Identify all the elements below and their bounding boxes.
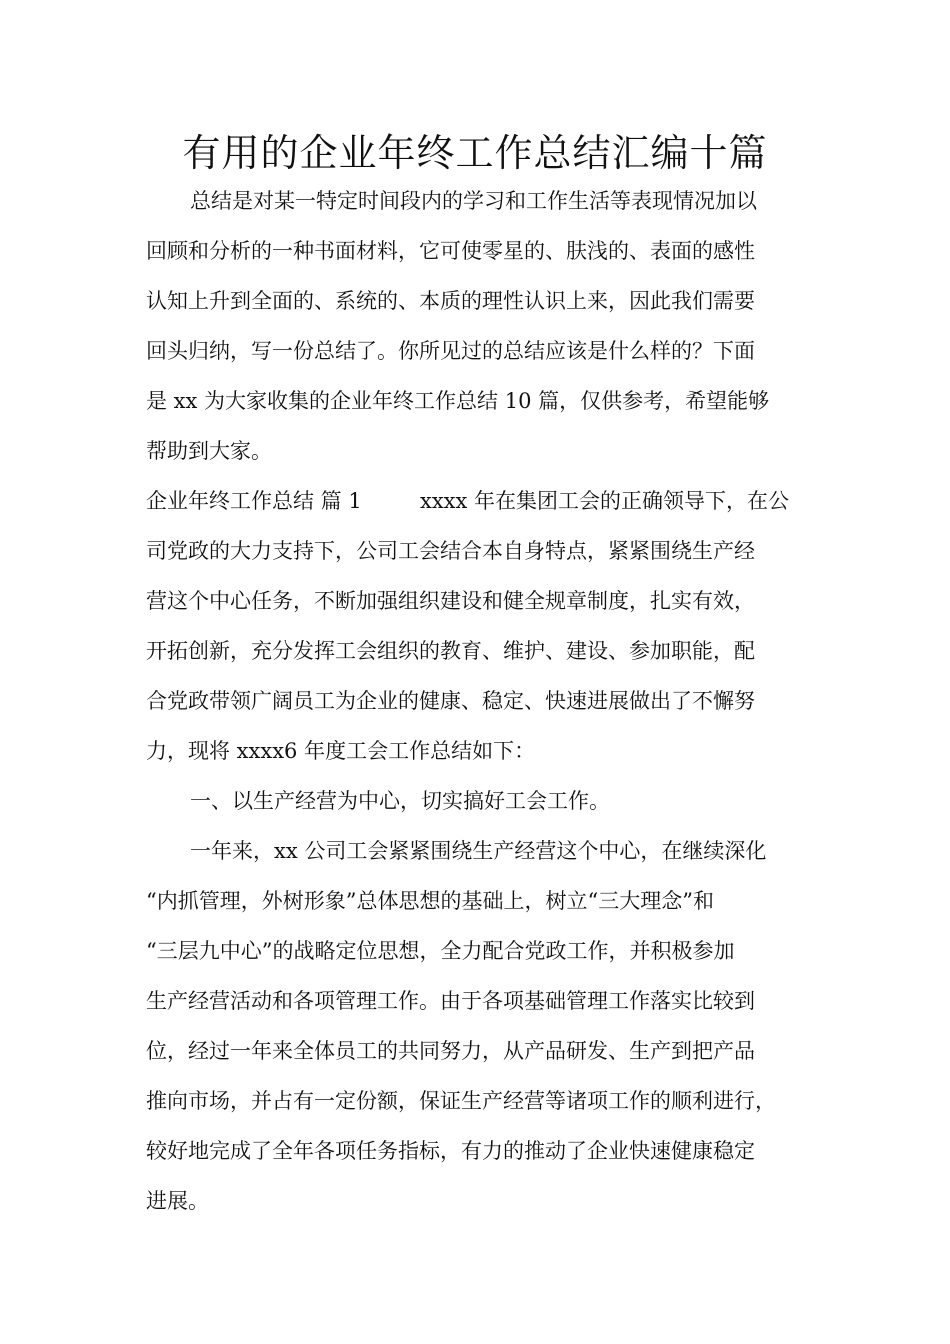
body-line: 进展。	[146, 1189, 209, 1213]
section-heading: 一、以生产经营为中心，切实搞好工会工作。	[190, 789, 610, 813]
intro-line: 认知上升到全面的、系统的、本质的理性认识上来，因此我们需要	[146, 289, 755, 313]
body-line: 位，经过一年来全体员工的共同努力，从产品研发、生产到把产品	[146, 1039, 755, 1063]
intro-line: 帮助到大家。	[146, 439, 272, 463]
intro-line: 是 xx 为大家收集的企业年终工作总结 10 篇，仅供参考，希望能够	[146, 389, 770, 413]
body-line: “内抓管理，外树形象”总体思想的基础上，树立“三大理念”和	[146, 889, 714, 913]
section-label: 企业年终工作总结 篇 1	[146, 489, 362, 513]
intro-line: 回头归纳，写一份总结了。你所见过的总结应该是什么样的？下面	[146, 339, 755, 363]
section-line: 司党政的大力支持下，公司工会结合本自身特点，紧紧围绕生产经	[146, 539, 755, 563]
document-title: 有用的企业年终工作总结汇编十篇	[182, 131, 768, 175]
section-line: 力，现将 xxxx6 年度工会工作总结如下：	[146, 739, 536, 763]
section-line: xxxx 年在集团工会的正确领导下，在公	[420, 489, 790, 513]
section-line: 合党政带领广阔员工为企业的健康、稳定、快速进展做出了不懈努	[146, 689, 755, 713]
body-line: 较好地完成了全年各项任务指标，有力的推动了企业快速健康稳定	[146, 1139, 755, 1163]
intro-line: 回顾和分析的一种书面材料，它可使零星的、肤浅的、表面的感性	[146, 239, 755, 263]
section-line: 开拓创新，充分发挥工会组织的教育、维护、建设、参加职能，配	[146, 639, 755, 663]
body-line: 推向市场，并占有一定份额，保证生产经营等诸项工作的顺利进行，	[146, 1089, 776, 1113]
section-line: 营这个中心任务，不断加强组织建设和健全规章制度，扎实有效，	[146, 589, 755, 613]
body-line: “三层九中心”的战略定位思想，全力配合党政工作，并积极参加	[146, 939, 735, 963]
body-line: 一年来，xx 公司工会紧紧围绕生产经营这个中心，在继续深化	[190, 839, 767, 863]
body-line: 生产经营活动和各项管理工作。由于各项基础管理工作落实比较到	[146, 989, 755, 1013]
intro-line: 总结是对某一特定时间段内的学习和工作生活等表现情况加以	[190, 189, 757, 213]
